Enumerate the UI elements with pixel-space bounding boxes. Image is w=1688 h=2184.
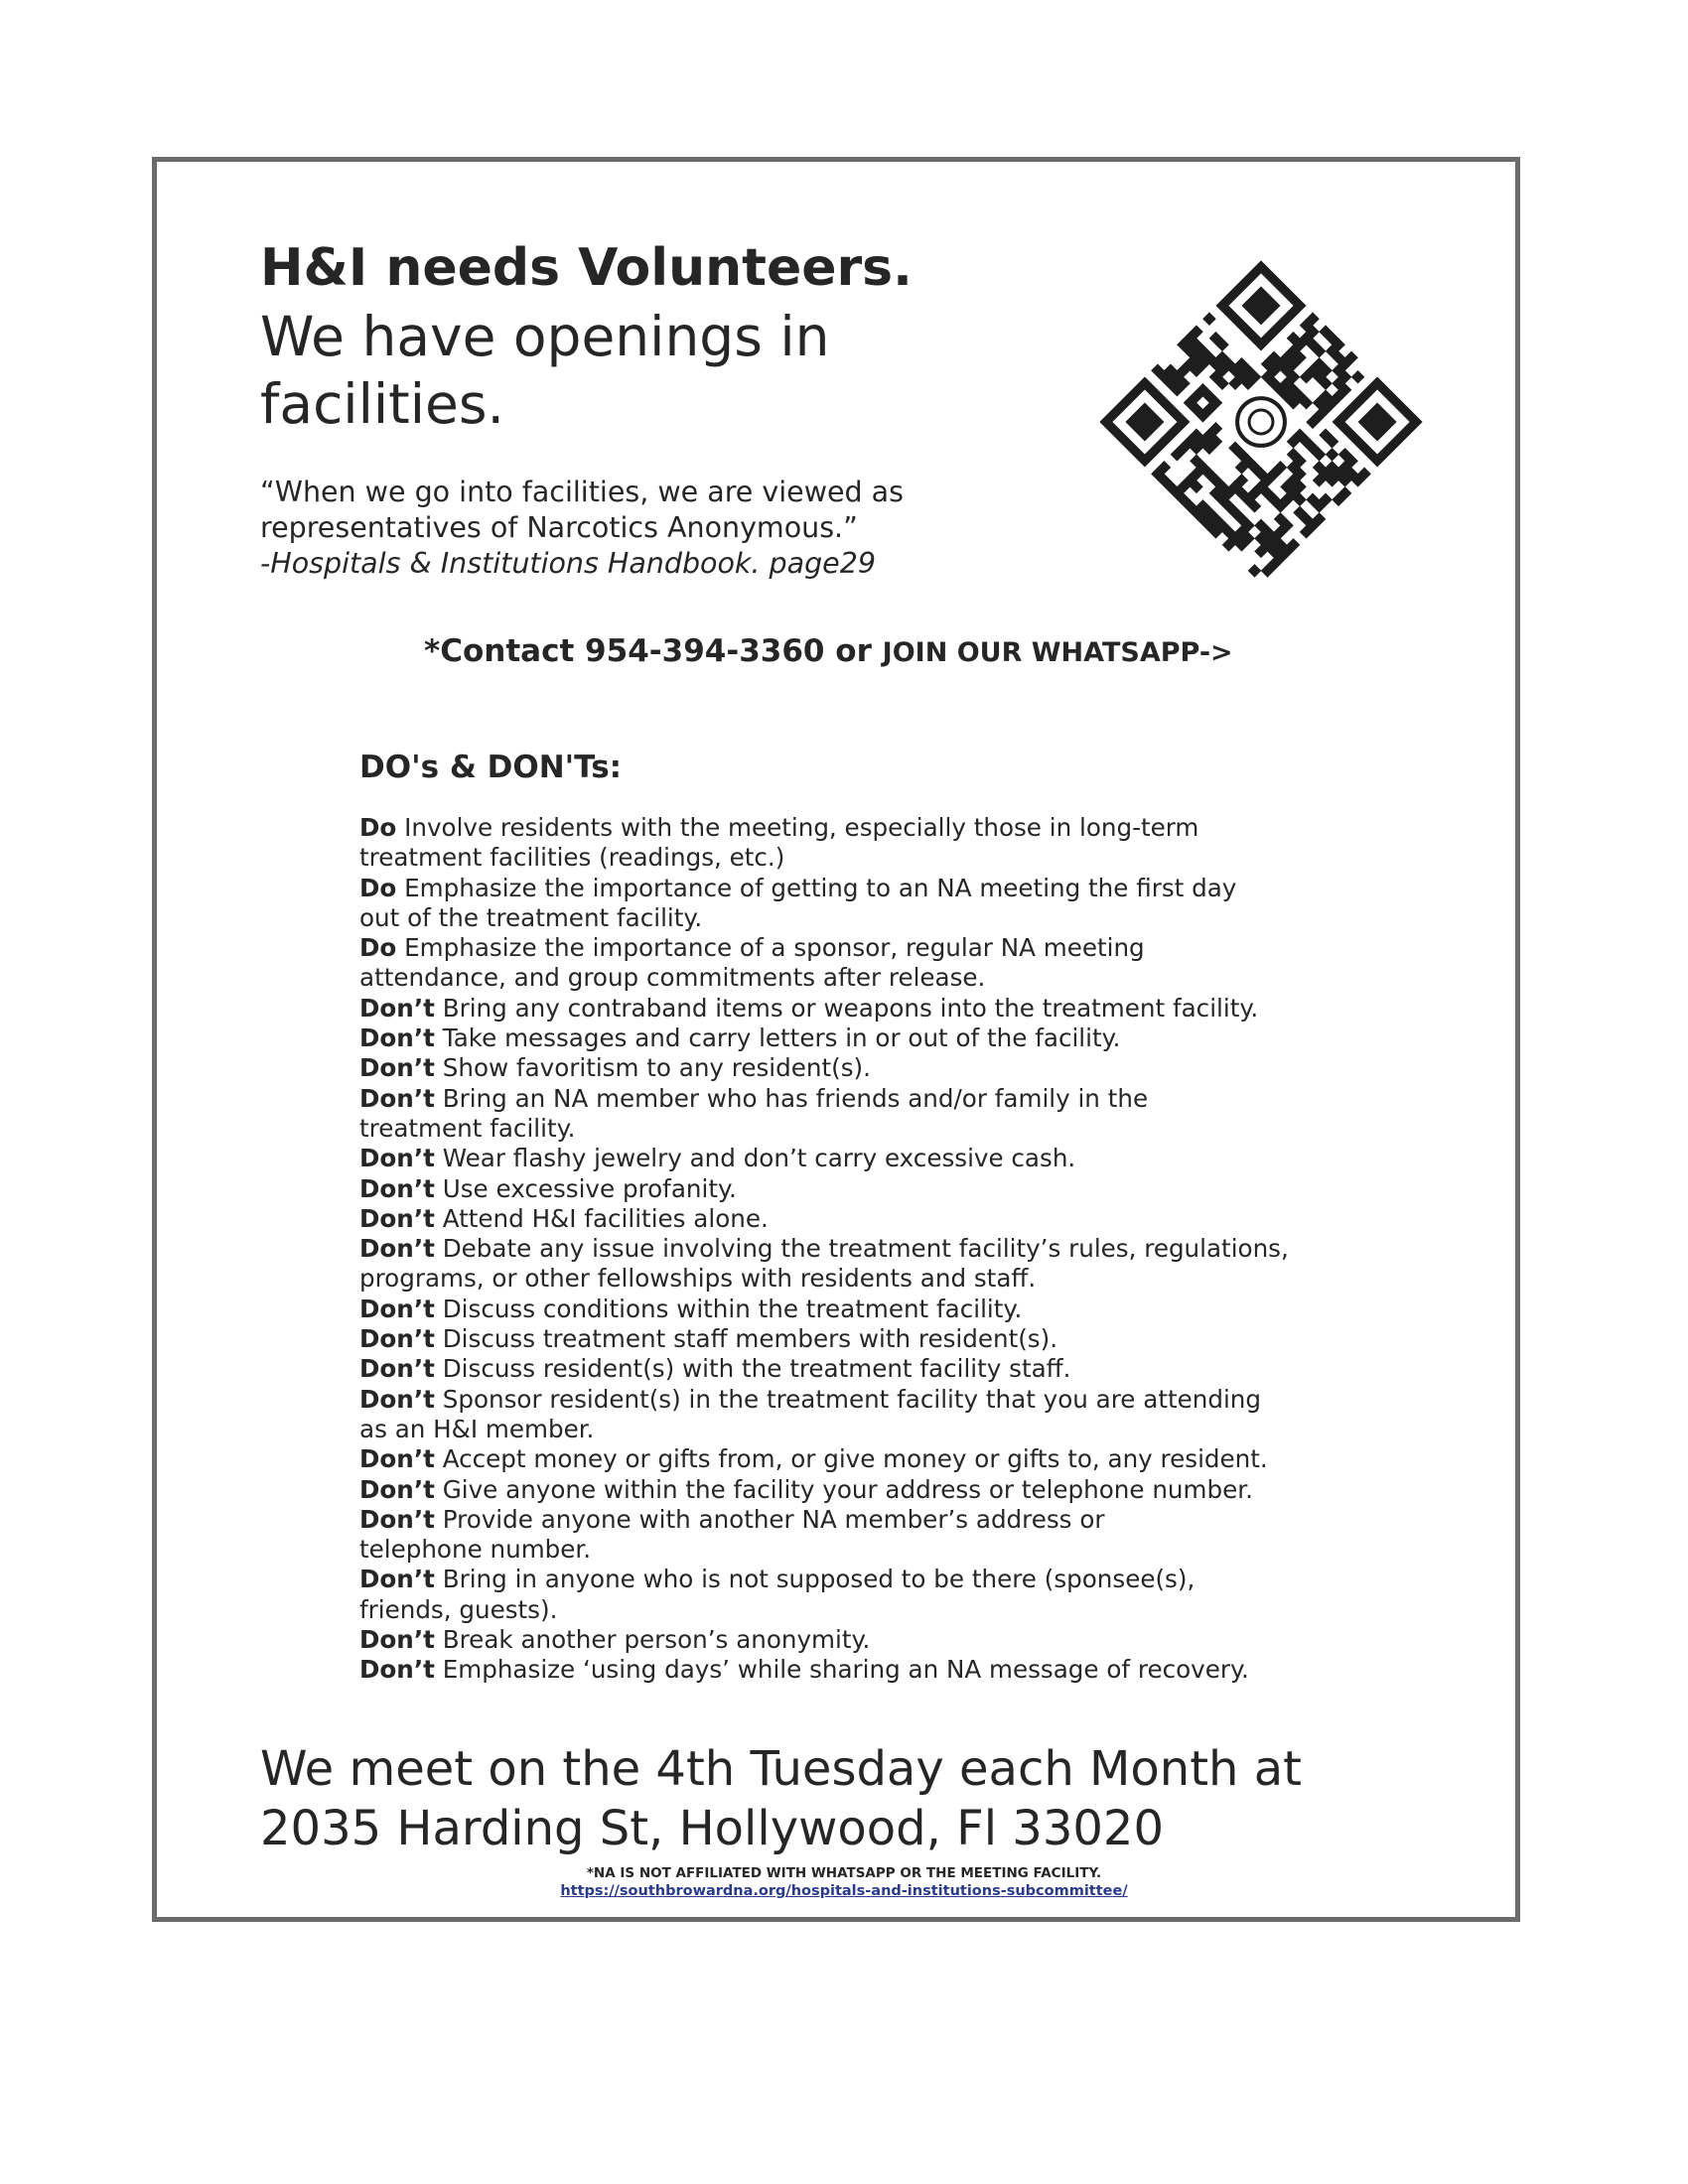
rule-keyword: Don’t	[359, 1294, 435, 1323]
rule-keyword: Don’t	[359, 1083, 435, 1113]
subcommittee-link[interactable]: https://southbrowardna.org/hospitals-and-institutions-subcommittee/	[560, 1883, 1128, 1899]
rule-text-continued: as an H&I member.	[359, 1414, 595, 1443]
rule-text-continued: treatment facilities (readings, etc.)	[359, 843, 785, 873]
rules-title: DO's & DON'Ts:	[359, 750, 623, 785]
rule-item	[359, 1084, 1352, 1145]
rule-text: Discuss treatment staff members with resident(s).	[434, 1324, 1058, 1354]
rule-item	[359, 874, 1352, 934]
rule-item	[359, 1475, 1352, 1505]
rule-text: Give anyone within the facility your address or telephone number.	[434, 1474, 1253, 1504]
rule-text: Discuss conditions within the treatment facility.	[434, 1294, 1023, 1323]
rule-text-continued: out of the treatment facility.	[359, 902, 703, 932]
rule-item	[359, 1295, 1352, 1324]
quote-line: “When we go into facilities, we are viewed as	[260, 476, 904, 508]
rule-text: Emphasize ‘using days’ while sharing an NA message of recovery.	[434, 1655, 1249, 1685]
rule-keyword: Don’t	[359, 993, 435, 1023]
rule-item	[359, 1053, 1352, 1083]
rule-keyword: Do	[359, 873, 397, 902]
rule-text: Accept money or gifts from, or give money or gifts to, any resident.	[434, 1444, 1268, 1474]
rule-keyword: Don’t	[359, 1504, 435, 1534]
rule-text: Break another person’s anonymity.	[434, 1625, 871, 1655]
handbook-quote	[260, 475, 1015, 582]
rule-item	[359, 1324, 1352, 1354]
rule-text-continued: programs, or other fellowships with residents and staff.	[359, 1264, 1037, 1294]
whatsapp-join-text: JOIN OUR WHATSAPP->	[882, 637, 1233, 668]
rule-text-continued: treatment facility.	[359, 1113, 576, 1143]
rule-text: Attend H&I facilities alone.	[434, 1203, 769, 1233]
rule-keyword: Don’t	[359, 1444, 435, 1474]
rule-text: Emphasize the importance of getting to an NA meeting the first day	[396, 873, 1237, 902]
rule-item	[359, 1655, 1352, 1685]
quote-line: representatives of Narcotics Anonymous.”	[260, 511, 858, 544]
rule-item	[359, 1204, 1352, 1234]
rule-text: Debate any issue involving the treatment facility’s rules, regulations,	[434, 1234, 1289, 1264]
rule-text: Show favoritism to any resident(s).	[434, 1053, 871, 1083]
rule-keyword: Don’t	[359, 1234, 435, 1264]
meeting-address: 2035 Harding St, Hollywood, Fl 33020	[260, 1801, 1164, 1856]
rule-keyword: Don’t	[359, 1203, 435, 1233]
rule-item	[359, 1174, 1352, 1204]
rule-item	[359, 933, 1352, 994]
rule-item	[359, 1354, 1352, 1384]
contact-line	[424, 631, 1233, 673]
rule-keyword: Don’t	[359, 1474, 435, 1504]
rule-keyword: Do	[359, 933, 397, 963]
rules-list	[359, 813, 1352, 1686]
rule-item	[359, 1444, 1352, 1474]
rule-keyword: Don’t	[359, 1024, 435, 1053]
rule-keyword: Don’t	[359, 1655, 435, 1685]
rule-item	[359, 1144, 1352, 1173]
rules-section	[359, 748, 1352, 1686]
rule-keyword: Don’t	[359, 1354, 435, 1384]
rule-keyword: Don’t	[359, 1053, 435, 1083]
rule-keyword: Do	[359, 813, 397, 842]
rule-keyword: Don’t	[359, 1324, 435, 1354]
rule-item	[359, 1024, 1352, 1053]
disclaimer: *NA IS NOT AFFILIATED WITH WHATSAPP OR THE MEETING FACILITY.	[586, 1865, 1102, 1881]
rule-text: Take messages and carry letters in or out of the facility.	[434, 1024, 1121, 1053]
rule-item	[359, 994, 1352, 1024]
headline: H&I needs Volunteers.	[260, 238, 913, 298]
rule-text: Bring an NA member who has friends and/or family in the	[434, 1083, 1149, 1113]
rule-item	[359, 1565, 1352, 1625]
subhead: We have openings in facilities.	[260, 305, 830, 436]
rule-text: Bring in anyone who is not supposed to be there (sponsee(s),	[434, 1565, 1196, 1594]
rule-text: Bring any contraband items or weapons into the treatment facility.	[434, 993, 1259, 1023]
rule-text: Discuss resident(s) with the treatment facility staff.	[434, 1354, 1071, 1384]
rule-keyword: Don’t	[359, 1625, 435, 1655]
rule-item	[359, 1385, 1352, 1445]
rule-item	[359, 1625, 1352, 1655]
rule-keyword: Don’t	[359, 1173, 435, 1203]
rule-item	[359, 813, 1352, 874]
quote-source: -Hospitals & Institutions Handbook. page29	[260, 547, 876, 580]
qr-code-icon[interactable]	[1092, 253, 1430, 591]
contact-phone: *Contact 954-394-3360 or	[424, 633, 872, 669]
rule-text: Provide anyone with another NA member’s address or	[434, 1504, 1105, 1534]
rule-text: Wear flashy jewelry and don’t carry excessive cash.	[434, 1144, 1076, 1173]
meeting-info	[260, 1739, 1472, 1858]
rule-text-continued: friends, guests).	[359, 1594, 558, 1624]
rule-text-continued: attendance, and group commitments after release.	[359, 963, 986, 993]
rule-text: Involve residents with the meeting, especially those in long-term	[396, 813, 1199, 842]
rule-text: Emphasize the importance of a sponsor, regular NA meeting	[396, 933, 1145, 963]
rule-keyword: Don’t	[359, 1565, 435, 1594]
rule-item	[359, 1234, 1352, 1295]
rule-text: Sponsor resident(s) in the treatment facility that you are attending	[434, 1384, 1261, 1414]
rule-item	[359, 1505, 1352, 1566]
rule-keyword: Don’t	[359, 1384, 435, 1414]
meeting-line: We meet on the 4th Tuesday each Month at	[260, 1741, 1302, 1797]
rule-text: Use excessive profanity.	[434, 1173, 737, 1203]
rule-text-continued: telephone number.	[359, 1535, 592, 1565]
rule-keyword: Don’t	[359, 1144, 435, 1173]
